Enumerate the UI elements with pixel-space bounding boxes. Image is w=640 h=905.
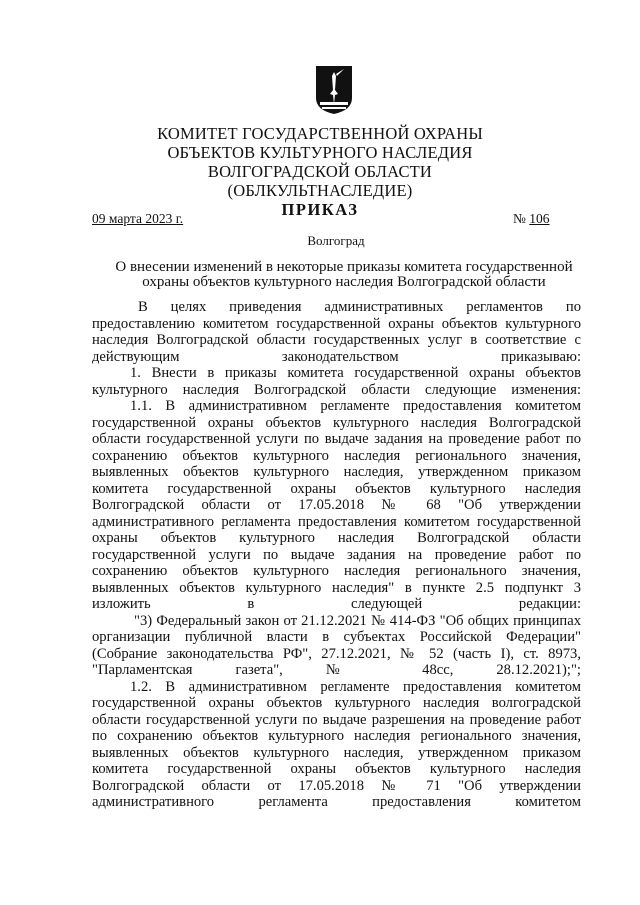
- subject-line-1: О внесении изменений в некоторые приказы комитета государственной: [115, 259, 573, 275]
- order-date: 09 марта 2023 г.: [92, 211, 184, 226]
- order-number-value: 106: [529, 211, 550, 226]
- preamble-paragraph: В целях приведения административных регламентов по предоставлению комитетом государственной охраны объектов культурного наследия Волгоградской области государственных услуг в соответствие с действующим законодательством приказываю:: [92, 299, 581, 365]
- order-number: [513, 211, 550, 227]
- org-name-line-2: ОБЪЕКТОВ КУЛЬТУРНОГО НАСЛЕДИЯ: [167, 143, 473, 162]
- order-city: Волгоград: [307, 233, 365, 248]
- order-number-prefix: №: [513, 211, 526, 226]
- document-type-title: ПРИКАЗ: [281, 200, 359, 219]
- clause-1-paragraph: 1. Внести в приказы комитета государственной охраны объектов культурного наследия Волгоградской области следующие изменения:: [92, 365, 581, 398]
- org-abbreviation: (ОБЛКУЛЬТНАСЛЕДИЕ): [227, 181, 413, 200]
- order-body: [92, 299, 581, 811]
- org-name-line-3: ВОЛГОГРАДСКОЙ ОБЛАСТИ: [207, 162, 433, 181]
- coat-of-arms-emblem: [314, 64, 354, 116]
- org-name-line-1: КОМИТЕТ ГОСУДАРСТВЕННОЙ ОХРАНЫ: [157, 124, 483, 143]
- order-subject: [96, 260, 592, 290]
- clause-1-1-quote-paragraph: "3) Федеральный закон от 21.12.2021 № 414-ФЗ "Об общих принципах организации публичной власти в субъектах Российской Федерации" (Собрание законодательства РФ", 27.12.2021, № 52 (часть I), ст. 8973, "Парламентская газета", № 48сс, 28.12.2021);";: [92, 612, 581, 678]
- clause-1-1-paragraph: 1.1. В административном регламенте предоставления комитетом государственной охраны объектов культурного наследия Волгоградской области государственной услуги по выдаче задания на проведение работ по сохранению объектов культурного наследия регионального значения, выявленных объектов культурного наследия, утвержденном приказом комитета государственной охраны объектов культурного наследия Волгоградской области от 17.05.2018 № 68 "Об утверждении административного регламента предоставления комитетом государственной охраны объектов культурного наследия Волгоградской области государственной услуги по выдаче задания на проведение работ по сохранению объектов культурного наследия регионального значения, выявленных объектов культурного наследия" в пункте 2.5 подпункт 3 изложить в следующей редакции:: [92, 398, 581, 612]
- subject-line-2: охраны объектов культурного наследия Волгоградской области: [142, 274, 546, 290]
- clause-1-2-paragraph: 1.2. В административном регламенте предоставления комитетом государственной охраны объектов культурного наследия волгоградской области государственной услуги по выдаче разрешения на проведение работ по сохранению объектов культурного наследия регионального значения, выявленных объектов культурного наследия, утвержденном приказом комитета государственной охраны объектов культурного наследия Волгоградской области от 17.05.2018 № 71 "Об утверждении административного регламента предоставления комитетом: [92, 678, 581, 810]
- organization-header: [100, 124, 540, 219]
